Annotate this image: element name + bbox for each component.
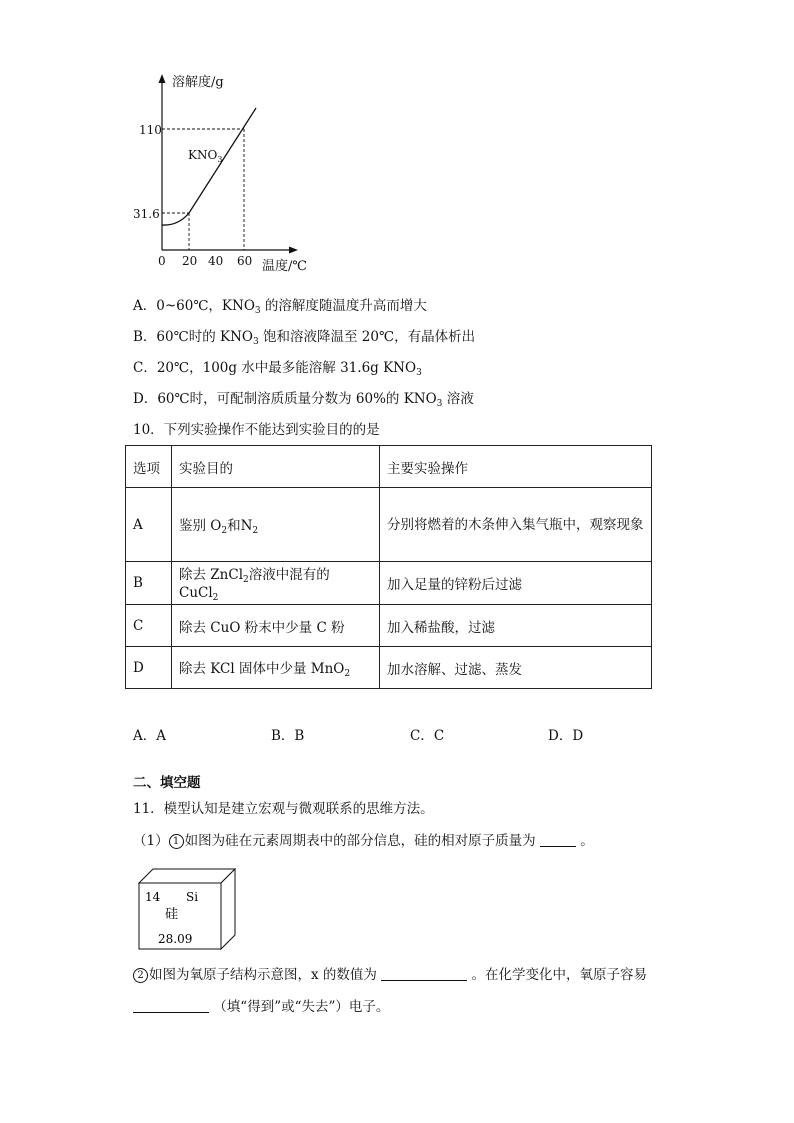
row-operation: 加入足量的锌粉后过滤 <box>380 562 652 605</box>
table-row <box>126 488 652 562</box>
silicon-element-cell <box>138 868 238 952</box>
row-operation: 加水溶解、过滤、蒸发 <box>380 647 652 689</box>
atomic-number: 14 <box>145 890 161 904</box>
element-name: 硅 <box>165 907 179 922</box>
row-option: A <box>126 488 172 562</box>
blank-gain-lose[interactable] <box>133 998 209 1013</box>
x-tick-60: 60 <box>237 254 253 268</box>
header-purpose: 实验目的 <box>172 446 380 488</box>
table-row <box>126 562 652 605</box>
header-option: 选项 <box>126 446 172 488</box>
q11-part1: （1） 1 如图为硅在元素周期表中的部分信息，硅的相对原子质量为 。 <box>133 833 594 849</box>
row-operation: 分别将燃着的木条伸入集气瓶中，观察现象 <box>380 488 652 562</box>
q11-part2: 2 如图为氧原子结构示意图，x 的数值为 。在化学变化中，氧原子容易 <box>133 966 647 984</box>
q9-option-c: C．20℃，100g 水中最多能溶解 31.6g $KNO_3$ <box>133 360 422 378</box>
q9-option-a: A．0~60℃，$KNO_3$ 的溶解度随温度升高而增大 <box>133 298 427 316</box>
y-axis-label: 溶解度/g <box>172 75 224 90</box>
row-purpose: 除去 CuO 粉末中少量 C 粉 <box>172 605 380 647</box>
blank-x-value[interactable] <box>381 966 467 981</box>
row-option: B <box>126 562 172 605</box>
kno3-curve <box>162 108 256 225</box>
table-row <box>126 605 652 647</box>
row-purpose: 除去 ZnCl$_2$溶液中混有的 CuCl$_2$ <box>172 562 380 605</box>
x-tick-40: 40 <box>208 254 224 268</box>
y-tick-31: 31.6 <box>133 207 160 221</box>
answer-c: C．C <box>410 728 445 744</box>
section-title: 二、填空题 <box>133 775 201 791</box>
header-operation: 主要实验操作 <box>380 446 652 488</box>
y-tick-110: 110 <box>139 123 162 137</box>
table-header-row <box>126 446 652 488</box>
q9-option-b: B．60℃时的 $KNO_3$ 饱和溶液降温至 20℃，有晶体析出 <box>133 329 476 347</box>
row-purpose: 除去 KCl 固体中少量 MnO$_2$ <box>172 647 380 689</box>
element-symbol: Si <box>186 890 199 904</box>
answer-d: D．D <box>548 728 584 744</box>
curve-label: $KNO_3$ <box>188 148 223 164</box>
row-option: C <box>126 605 172 647</box>
q10-stem: 10．下列实验操作不能达到实验目的的是 <box>133 422 380 438</box>
q11-part2-cont: （填“得到”或“失去”）电子。 <box>133 998 389 1016</box>
solubility-graph <box>130 70 320 280</box>
circled-number-1: 1 <box>169 834 184 849</box>
x-axis-label: 温度/℃ <box>262 259 307 274</box>
x-axis-arrow <box>289 247 298 254</box>
atomic-mass: 28.09 <box>158 932 193 946</box>
x-tick-20: 20 <box>182 254 198 268</box>
x-tick-0: 0 <box>158 254 166 268</box>
blank-atomic-mass[interactable] <box>540 832 576 847</box>
row-operation: 加入稀盐酸，过滤 <box>380 605 652 647</box>
row-purpose: 鉴别 $O_2$和$N_2$ <box>172 488 380 562</box>
q11-stem: 11．模型认知是建立宏观与微观联系的思维方法。 <box>133 801 434 817</box>
q9-option-d: D．60℃时，可配制溶质质量分数为 60%的 $KNO_3$ 溶液 <box>133 391 474 409</box>
circled-number-2: 2 <box>133 968 148 983</box>
y-axis-arrow <box>159 74 166 83</box>
table-row <box>126 647 652 689</box>
answer-a: A．A <box>133 728 166 744</box>
row-option: D <box>126 647 172 689</box>
experiment-table <box>125 445 652 689</box>
answer-b: B．B <box>271 728 305 744</box>
